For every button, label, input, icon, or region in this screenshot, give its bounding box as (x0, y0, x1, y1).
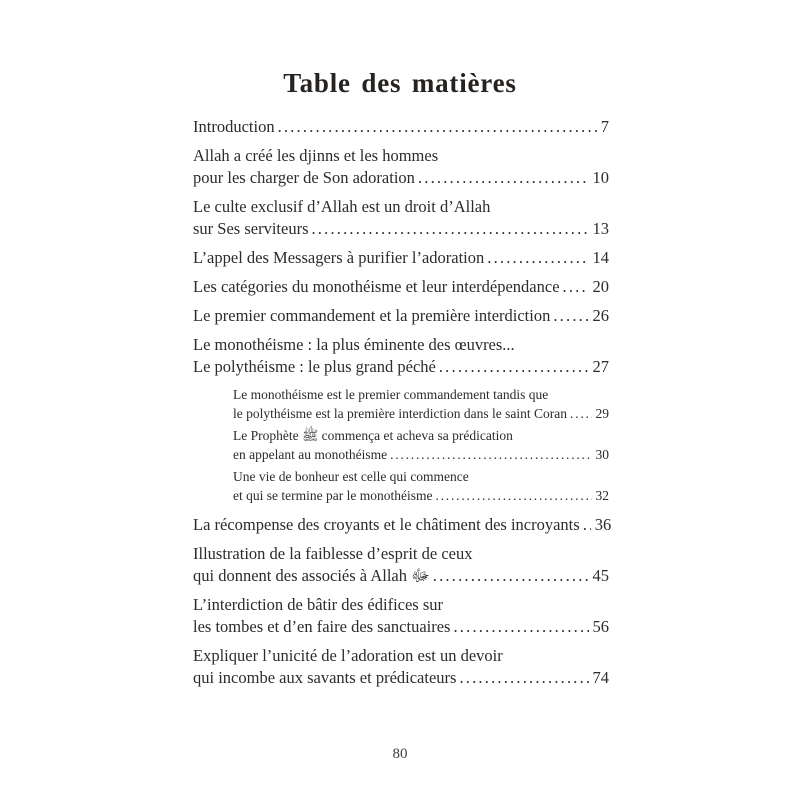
toc-entry (193, 196, 609, 240)
dot-leader (390, 445, 591, 464)
toc-entry-text: le polythéisme est la première interdiction dans le saint Coran (233, 406, 568, 421)
dot-leader (487, 247, 588, 269)
dot-leader (570, 404, 591, 423)
toc-page-number: 74 (592, 668, 609, 687)
toc-entry-text: Expliquer l’unicité de l’adoration est un devoir (193, 646, 503, 665)
toc-entry-text: L’interdiction de bâtir des édifices sur (193, 595, 444, 614)
toc-entry (193, 543, 609, 587)
toc-entry-text: Allah a créé les djinns et les hommes (193, 146, 439, 165)
toc-page-number: 56 (592, 617, 609, 636)
toc-entry (193, 116, 609, 138)
dot-leader (583, 514, 591, 536)
toc-entry-text: Une vie de bonheur est celle qui commence (233, 469, 469, 484)
toc-page-number: 32 (595, 488, 609, 503)
toc-entry-text: en appelant au monothéisme (233, 447, 388, 462)
toc-entry-text: Introduction (193, 117, 275, 136)
toc-entry (193, 145, 609, 189)
toc-page-number: 14 (592, 248, 609, 267)
dot-leader (459, 667, 588, 689)
folio-page-number: 80 (392, 746, 408, 762)
dot-leader (418, 167, 589, 189)
toc-entry-text: Le culte exclusif d’Allah est un droit d’Allah (193, 197, 491, 216)
page-title: Table des matières (283, 68, 517, 99)
toc-page-number: 13 (592, 219, 609, 238)
toc-entry-text: La récompense des croyants et le châtiment des incroyants (193, 515, 580, 534)
toc-entry-text: Illustration de la faiblesse d’esprit de ceux (193, 544, 473, 563)
dot-leader (435, 486, 591, 505)
toc-page-number: 27 (592, 357, 609, 376)
toc-entry (193, 305, 609, 327)
toc-entry-text: Le polythéisme : le plus grand péché (193, 357, 436, 376)
toc-page-number: 10 (592, 168, 609, 187)
toc-entry (233, 467, 609, 505)
dot-leader (553, 305, 588, 327)
toc-entry-text: les tombes et d’en faire des sanctuaires (193, 617, 451, 636)
toc-entry (193, 514, 612, 536)
toc-entry (193, 594, 609, 638)
table-of-contents (193, 116, 612, 696)
toc-entry-text: sur Ses serviteurs (193, 219, 309, 238)
toc-page-number: 26 (592, 306, 609, 325)
dot-leader (433, 565, 589, 587)
toc-entry-text: Le premier commandement et la première interdiction (193, 306, 551, 325)
toc-entry (233, 385, 609, 423)
toc-page-number: 36 (594, 515, 612, 534)
dot-leader (311, 218, 588, 240)
toc-entry-text: qui incombe aux savants et prédicateurs (193, 668, 457, 687)
toc-entry-text: pour les charger de Son adoration (193, 168, 415, 187)
toc-page-number: 45 (592, 566, 609, 585)
toc-entry (193, 276, 609, 298)
toc-page-number: 29 (595, 406, 609, 421)
toc-entry-text: Le monothéisme : la plus éminente des œuvres... (193, 335, 515, 354)
toc-entry-text: L’appel des Messagers à purifier l’adoration (193, 248, 485, 267)
toc-entry-text: qui donnent des associés à Allah ﷻ (193, 566, 430, 585)
toc-page-number: 7 (600, 117, 609, 136)
toc-entry (193, 247, 609, 269)
toc-entry (193, 645, 609, 689)
dot-leader (439, 356, 589, 378)
toc-page-number: 30 (595, 447, 609, 462)
dot-leader (453, 616, 588, 638)
toc-entry-text: Les catégories du monothéisme et leur interdépendance (193, 277, 560, 296)
toc-page-number: 20 (592, 277, 609, 296)
toc-entry (193, 334, 609, 378)
toc-entry (233, 426, 609, 464)
toc-entry-text: Le Prophète ﷺ commença et acheva sa prédication (233, 428, 513, 443)
toc-entry-text: et qui se termine par le monothéisme (233, 488, 433, 503)
toc-entry-text: Le monothéisme est le premier commandement tandis que (233, 387, 549, 402)
dot-leader (278, 116, 597, 138)
dot-leader (563, 276, 589, 298)
